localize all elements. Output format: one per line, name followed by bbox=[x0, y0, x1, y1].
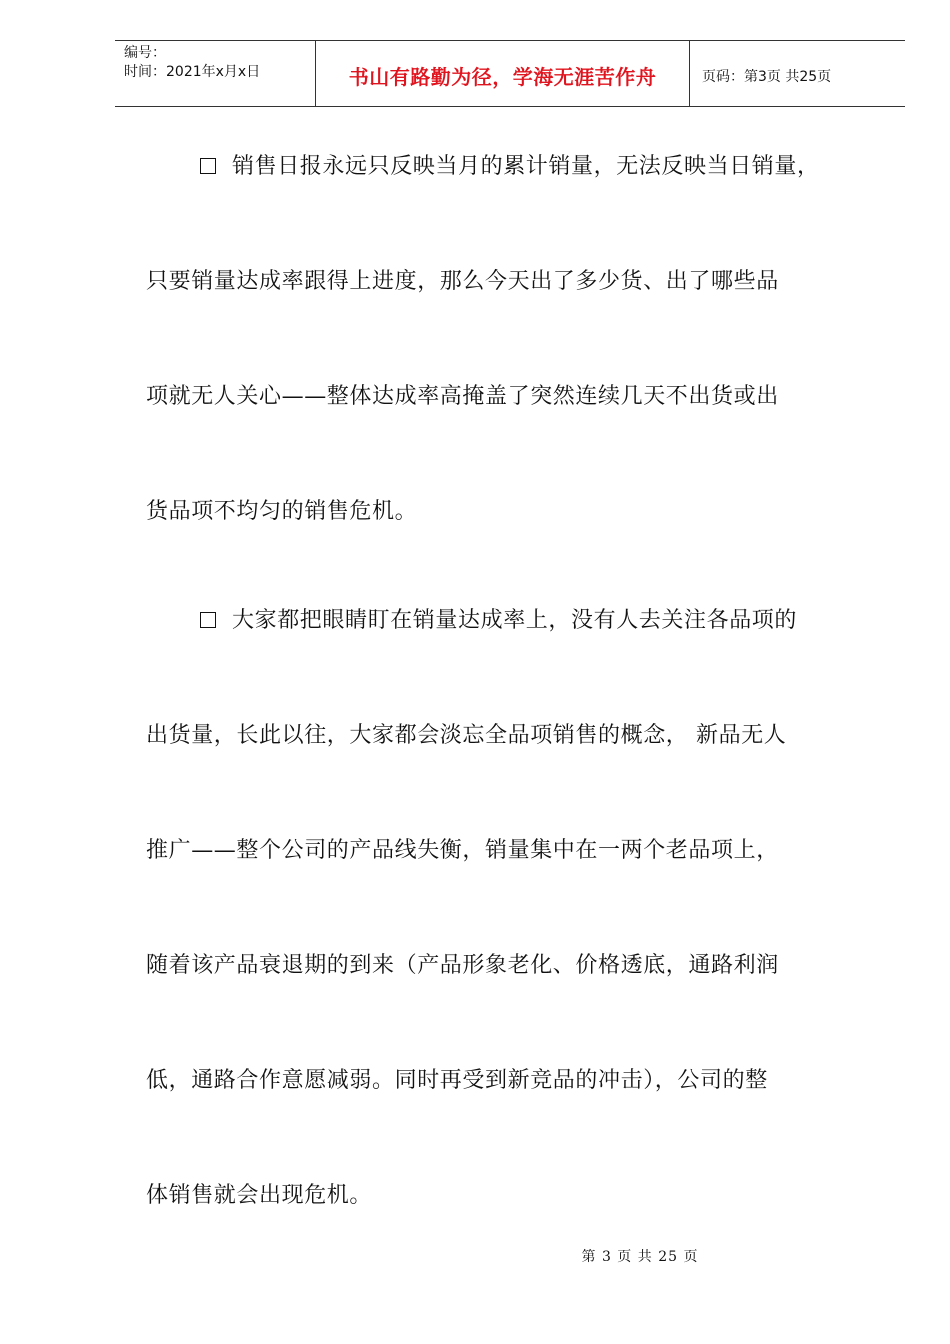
paragraph-1-line-1 bbox=[200, 149, 820, 180]
checkbox-bullet-icon bbox=[200, 158, 216, 174]
paragraph-2-line-6: 体销售就会出现危机。 bbox=[146, 1183, 373, 1208]
page-footer bbox=[0, 1246, 950, 1266]
paragraph-2-line-3: 推广——整个公司的产品线失衡，销量集中在一两个老品项上， bbox=[146, 838, 779, 863]
checkbox-bullet-icon bbox=[200, 612, 216, 628]
document-date-label: 时间：2021年x月x日 bbox=[124, 64, 261, 80]
header-meta-cell bbox=[115, 41, 316, 106]
paragraph-2-line-5: 低，通路合作意愿减弱。同时再受到新竞品的冲击），公司的整 bbox=[146, 1068, 768, 1093]
paragraph-1-line-2: 只要销量达成率跟得上进度，那么今天出了多少货、出了哪些品 bbox=[146, 269, 779, 294]
page-header bbox=[115, 40, 905, 107]
footer-page-number: 第 3 页 共 25 页 bbox=[581, 1249, 699, 1265]
header-page-info: 页码：第3页 共25页 bbox=[702, 68, 832, 85]
header-page-cell bbox=[690, 41, 905, 106]
header-motto-cell bbox=[316, 41, 690, 106]
paragraph-2-line-1-text: 大家都把眼睛盯在销量达成率上，没有人去关注各品项的 bbox=[232, 608, 798, 633]
paragraph-2-line-1 bbox=[200, 603, 797, 634]
paragraph-2-line-2: 出货量，长此以往，大家都会淡忘全品项销售的概念， 新品无人 bbox=[146, 723, 787, 748]
paragraph-1-line-3: 项就无人关心——整体达成率高掩盖了突然连续几天不出货或出 bbox=[146, 384, 779, 409]
paragraph-2-line-4: 随着该产品衰退期的到来（产品形象老化、价格透底，通路利润 bbox=[146, 953, 779, 978]
document-code-label: 编号： bbox=[124, 45, 166, 61]
paragraph-1-line-1-text: 销售日报永远只反映当月的累计销量，无法反映当日销量， bbox=[232, 154, 820, 179]
paragraph-1-line-4: 货品项不均匀的销售危机。 bbox=[146, 499, 418, 524]
header-motto: 书山有路勤为径，学海无涯苦作舟 bbox=[348, 65, 657, 89]
